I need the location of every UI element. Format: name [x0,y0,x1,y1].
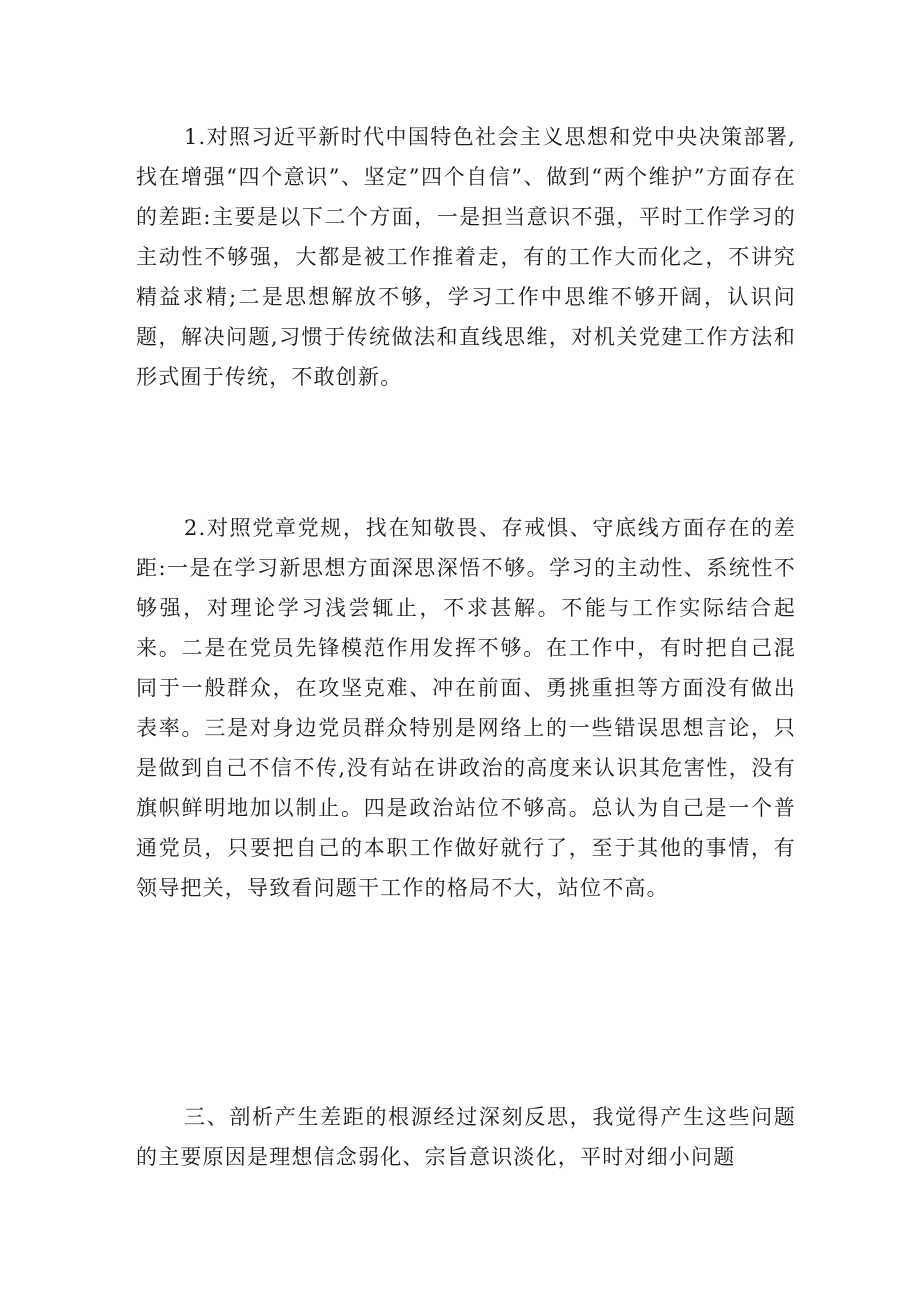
paragraph-3: 三、剖析产生差距的根源经过深刻反思，我觉得产生这些问题的主要原因是理想信念弱化、宗旨意识淡化，平时对细小问题 [136,1105,796,1169]
paragraph-1: 1.对照习近平新时代中国特色社会主义思想和党中央决策部署,找在增强“四个意识”、坚定”四个自信”、做到“两个维护”方面存在的差距:主要是以下二个方面，一是担当意识不强，平时工作学习的主动性不够强，大都是被工作推着走，有的工作大而化之，不讲究精益求精;二是思想解放不够，学习工作中思维不够开阔，认识问题，解决问题,习惯于传统做法和直线思维，对机关党建工作方法和形式囿于传统，不敢创新。 [136,125,796,389]
paragraph-2: 2.对照党章党规，找在知敬畏、存戒惧、守底线方面存在的差距:一是在学习新思想方面深思深悟不够。学习的主动性、系统性不够强，对理论学习浅尝辄止，不求甚解。不能与工作实际结合起来。二是在党员先锋模范作用发挥不够。在工作中，有时把自己混同于一般群众，在攻坚克难、冲在前面、勇挑重担等方面没有做出表率。三是对身边党员群众特别是网络上的一些错误思想言论，只是做到自己不信不传,没有站在讲政治的高度来认识其危害性，没有旗帜鲜明地加以制止。四是政治站位不够高。总认为自己是一个普通党员，只要把自己的本职工作做好就行了，至于其他的事情，有领导把关，导致看问题干工作的格局不大，站位不高。 [136,516,796,900]
